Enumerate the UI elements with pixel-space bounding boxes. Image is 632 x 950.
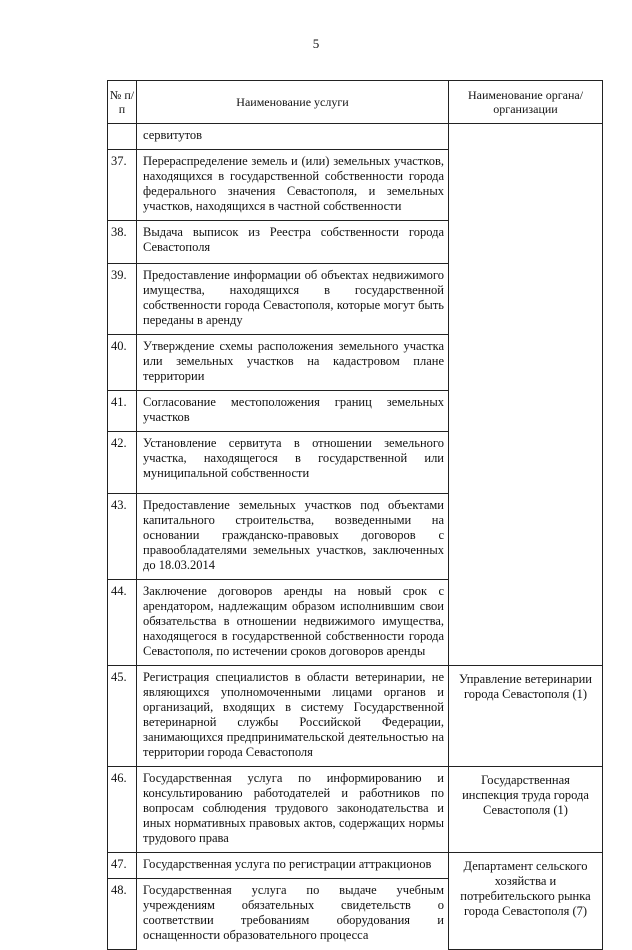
row-service: Установление сервитута в отношении земельного участка, находящегося в государственной или муниципальной собственности [137,432,449,494]
row-service: Государственная услуга по выдаче учебным учреждениям обязательных свидетельств о соответствии требованиям оборудования и оснащенности образовательного процесса [137,879,449,950]
row-num: 40. [108,335,137,391]
services-table [107,80,603,950]
row-service: Утверждение схемы расположения земельного участка или земельных участков на кадастровом плане территории [137,335,449,391]
row-service: Выдача выписок из Реестра собственности города Севастополя [137,221,449,264]
row-service: Государственная услуга по регистрации аттракционов [137,853,449,879]
row-num: 42. [108,432,137,494]
row-service: Перераспределение земель и (или) земельных участков, находящихся в государственной собственности города федерального значения Севастополя, и земельных участков, находящихся в частной собственности [137,150,449,221]
row-organ-continued [449,124,603,666]
row-service: сервитутов [137,124,449,150]
row-service: Регистрация специалистов в области ветеринарии, не являющихся уполномоченными лицами органов и организаций, входящих в систему Государственной ветеринарной службы Российской Федерации, занимающихся предпринимательской деятельностью на территории города Севастополя [137,666,449,767]
table-row [108,124,603,150]
row-num: 45. [108,666,137,767]
row-num: 41. [108,391,137,432]
row-num: 48. [108,879,137,950]
table-row [108,767,603,853]
row-organ: Департамент сельского хозяйства и потребительского рынка города Севастополя (7) [449,853,603,950]
table-row [108,666,603,767]
table-header-row [108,81,603,124]
table-row [108,853,603,879]
header-num: № п/п [108,81,137,124]
row-num [108,124,137,150]
header-organ: Наименование органа/организации [449,81,603,124]
header-service: Наименование услуги [137,81,449,124]
row-service: Государственная услуга по информированию и консультированию работодателей и работников по вопросам соблюдения трудового законодательства и иных нормативных правовых актов, содержащих нормы трудового права [137,767,449,853]
row-service: Предоставление земельных участков под объектами капитального строительства, возведенными на основании гражданско-правовых договоров с правообладателями земельных участков, заключенных до 18.03.2014 [137,494,449,580]
row-num: 38. [108,221,137,264]
row-organ: Управление ветеринарии города Севастополя (1) [449,666,603,767]
row-organ: Государственная инспекция труда города Севастополя (1) [449,767,603,853]
row-num: 47. [108,853,137,879]
row-num: 44. [108,580,137,666]
row-num: 46. [108,767,137,853]
row-num: 39. [108,264,137,335]
page-number: 5 [312,36,320,51]
row-num: 43. [108,494,137,580]
row-service: Заключение договоров аренды на новый срок с арендатором, надлежащим образом исполнившим свои обязательства в отношении недвижимого имущества, находящегося в государственной собственности города Севастополя, по истечении сроков договоров аренды [137,580,449,666]
row-service: Предоставление информации об объектах недвижимого имущества, находящихся в государственной собственности города Севастополя, которые могут быть переданы в аренду [137,264,449,335]
row-num: 37. [108,150,137,221]
row-service: Согласование местоположения границ земельных участков [137,391,449,432]
